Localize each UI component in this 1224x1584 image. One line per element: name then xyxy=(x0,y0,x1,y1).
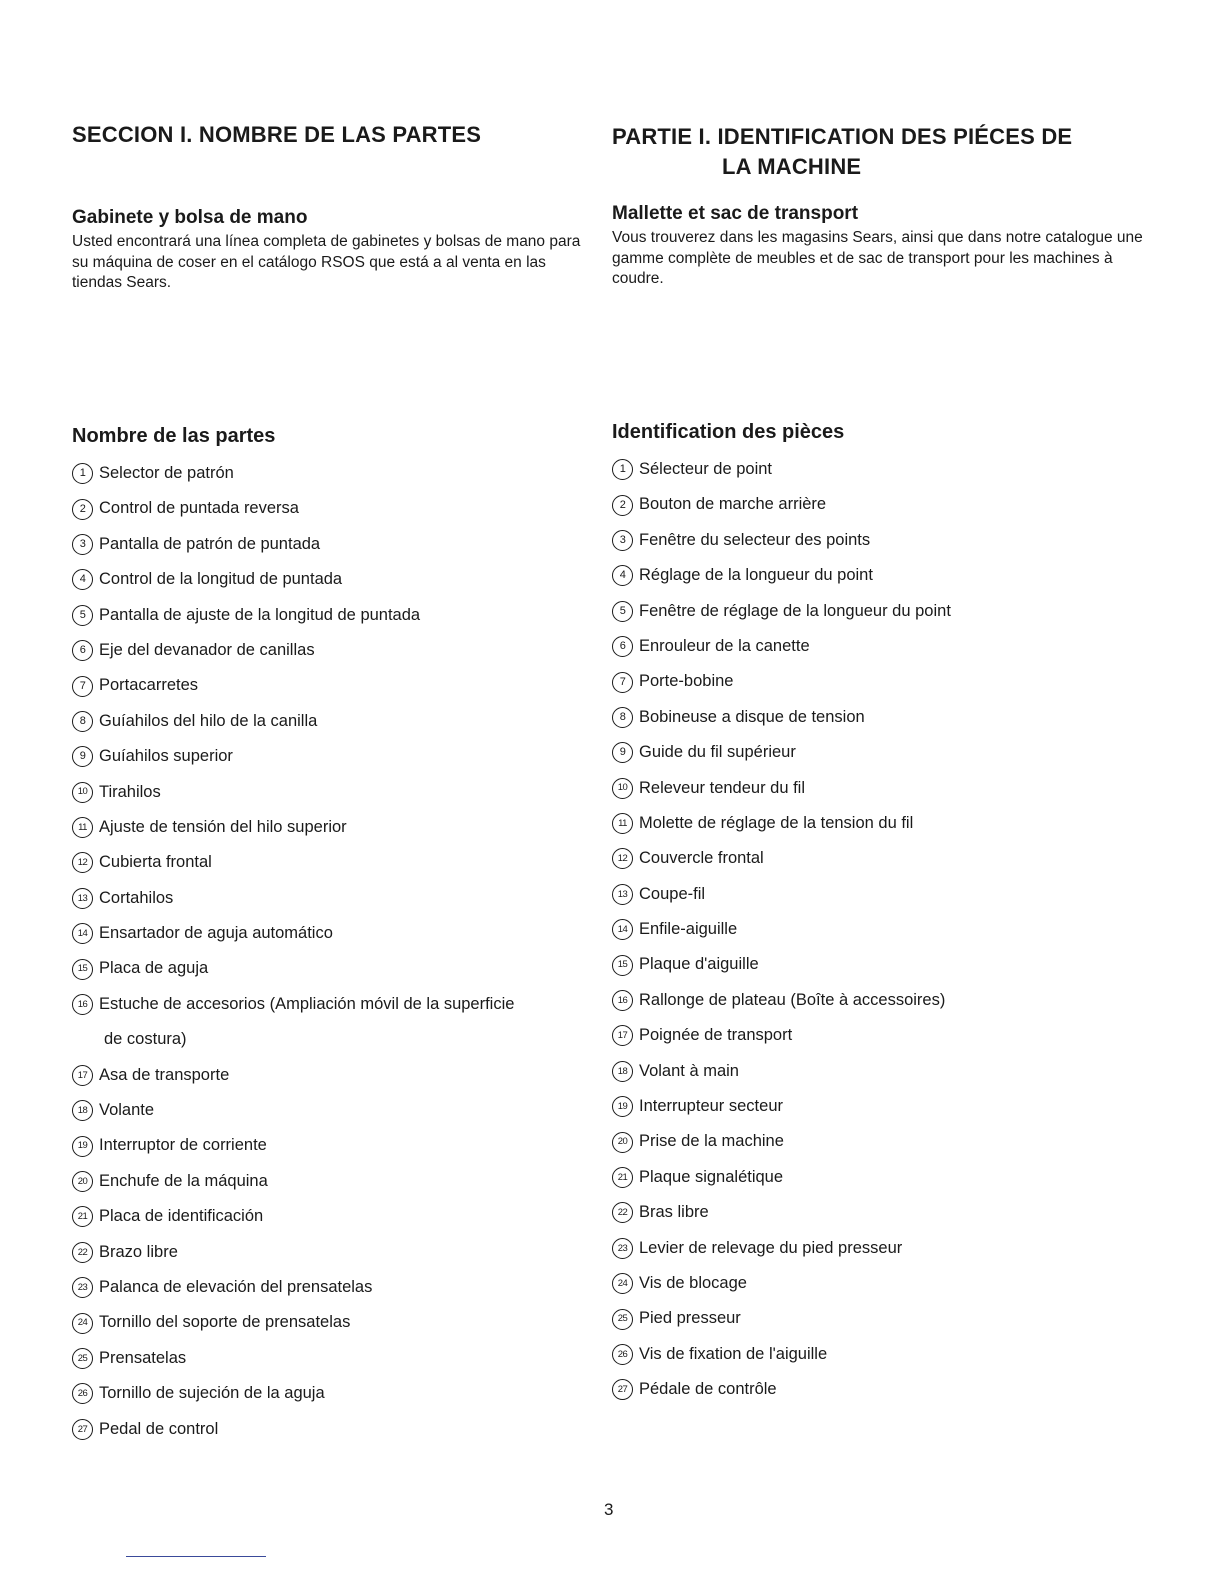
part-number-badge: 12 xyxy=(72,852,93,873)
part-number-badge: 20 xyxy=(72,1171,93,1192)
part-number-badge: 23 xyxy=(72,1277,93,1298)
part-item xyxy=(72,668,592,703)
part-number-badge: 15 xyxy=(72,959,93,980)
part-number-badge: 14 xyxy=(612,919,633,940)
part-item xyxy=(72,1305,592,1340)
part-number-badge: 5 xyxy=(612,601,633,622)
part-label: Tornillo de sujeción de la aguja xyxy=(99,1384,325,1403)
part-number-badge: 24 xyxy=(612,1273,633,1294)
part-label: Placa de aguja xyxy=(99,959,209,978)
part-label: Control de la longitud de puntada xyxy=(99,570,343,589)
part-item xyxy=(72,704,592,739)
part-label: Pied presseur xyxy=(639,1309,741,1328)
part-label: Placa de identificación xyxy=(99,1207,264,1226)
part-item xyxy=(612,629,1152,664)
part-number-badge: 4 xyxy=(612,565,633,586)
part-label: Couvercle frontal xyxy=(639,849,764,868)
part-number-badge: 27 xyxy=(612,1379,633,1400)
part-number-badge: 18 xyxy=(72,1100,93,1121)
part-number-badge: 1 xyxy=(72,463,93,484)
part-label: Asa de transporte xyxy=(99,1065,230,1084)
part-item xyxy=(72,951,592,986)
part-number-badge: 9 xyxy=(72,746,93,767)
spanish-parts-heading-text: Nombre de las partes xyxy=(72,425,276,447)
part-label: Guíahilos superior xyxy=(99,747,233,766)
part-number-badge: 7 xyxy=(72,676,93,697)
part-number-badge: 24 xyxy=(72,1313,93,1334)
part-label: Interrupteur secteur xyxy=(639,1097,783,1116)
part-label: Pantalla de patrón de puntada xyxy=(99,534,321,553)
part-label: Plaque signalétique xyxy=(639,1167,784,1186)
part-label: Volant à main xyxy=(639,1061,739,1080)
part-label: Levier de relevage du pied presseur xyxy=(639,1238,903,1257)
part-label: Fenêtre de réglage de la longueur du point xyxy=(639,601,951,620)
part-number-badge: 21 xyxy=(612,1167,633,1188)
part-item xyxy=(72,881,592,916)
part-label: Ensartador de aguja automático xyxy=(99,924,333,943)
part-number-badge: 27 xyxy=(72,1419,93,1440)
part-number-badge: 22 xyxy=(612,1202,633,1223)
part-label: Tornillo del soporte de prensatelas xyxy=(99,1313,351,1332)
french-cabinet-text: Vous trouverez dans les magasins Sears, ainsi que dans notre catalogue une gamme complète de meubles et de sac de transport pour les machines à coudre. xyxy=(612,229,1143,287)
part-label: Enchufe de la máquina xyxy=(99,1171,268,1190)
spanish-cabinet-heading: Gabinete y bolsa de mano xyxy=(72,207,308,228)
part-number-badge: 20 xyxy=(612,1132,633,1153)
part-number-badge: 15 xyxy=(612,955,633,976)
part-item xyxy=(612,452,1152,487)
part-item xyxy=(612,700,1152,735)
part-label: Molette de réglage de la tension du fil xyxy=(639,813,914,832)
part-item xyxy=(612,841,1152,876)
part-item xyxy=(72,1235,592,1270)
part-label: Pedal de control xyxy=(99,1419,219,1438)
part-item xyxy=(72,633,592,668)
part-label: Coupe-fil xyxy=(639,884,706,903)
part-item xyxy=(612,1231,1152,1266)
part-number-badge: 26 xyxy=(612,1344,633,1365)
part-number-badge: 3 xyxy=(72,534,93,555)
part-label: Plaque d'aiguille xyxy=(639,955,759,974)
part-number-badge: 22 xyxy=(72,1242,93,1263)
part-item xyxy=(612,983,1152,1018)
part-number-badge: 17 xyxy=(612,1025,633,1046)
part-item xyxy=(612,523,1152,558)
part-number-badge: 3 xyxy=(612,530,633,551)
part-number-badge: 16 xyxy=(72,994,93,1015)
part-label: Enfile-aiguille xyxy=(639,920,738,939)
part-label: Bras libre xyxy=(639,1203,709,1222)
part-label: Brazo libre xyxy=(99,1242,178,1261)
part-label: Guide du fil supérieur xyxy=(639,743,796,762)
part-label: Control de puntada reversa xyxy=(99,499,299,518)
part-label: Selector de patrón xyxy=(99,464,234,482)
part-number-badge: 4 xyxy=(72,569,93,590)
part-label: Sélecteur de point xyxy=(639,460,773,478)
part-number-badge: 10 xyxy=(612,778,633,799)
footer-divider xyxy=(126,1556,266,1557)
part-number-badge: 11 xyxy=(612,813,633,834)
part-number-badge: 16 xyxy=(612,990,633,1011)
part-label: Poignée de transport xyxy=(639,1026,793,1045)
spanish-cabinet-text: Usted encontrará una línea completa de gabinetes y bolsas de mano para su máquina de coser en el catálogo RSOS que está a al venta en las tiendas Sears. xyxy=(72,233,581,291)
part-item xyxy=(612,735,1152,770)
french-section-title xyxy=(612,122,1112,182)
part-item xyxy=(72,527,592,562)
part-number-badge: 21 xyxy=(72,1206,93,1227)
part-label: Réglage de la longueur du point xyxy=(639,566,873,585)
part-number-badge: 23 xyxy=(612,1238,633,1259)
part-item xyxy=(72,739,592,774)
page-number: 3 xyxy=(604,1500,614,1519)
part-item xyxy=(612,1301,1152,1336)
french-parts-heading: Identification des pièces xyxy=(612,421,845,443)
part-label: Eje del devanador de canillas xyxy=(99,640,315,659)
part-number-badge: 18 xyxy=(612,1061,633,1082)
part-number-badge: 25 xyxy=(612,1309,633,1330)
spanish-section-title: SECCION I. NOMBRE DE LAS PARTES xyxy=(72,122,482,147)
part-label: Enrouleur de la canette xyxy=(639,636,810,655)
part-item xyxy=(72,810,592,845)
part-item xyxy=(72,845,592,880)
part-item xyxy=(72,916,592,951)
part-label: Portacarretes xyxy=(99,676,199,695)
part-number-badge: 19 xyxy=(612,1096,633,1117)
part-item xyxy=(72,1164,592,1199)
part-label: Porte-bobine xyxy=(639,672,734,691)
part-label: Ajuste de tensión del hilo superior xyxy=(99,817,347,836)
part-item xyxy=(72,1058,592,1093)
part-number-badge: 2 xyxy=(72,499,93,520)
french-parts-list xyxy=(612,452,1152,1408)
part-item xyxy=(72,987,592,1058)
part-item xyxy=(612,1054,1152,1089)
french-cabinet-heading: Mallette et sac de transport xyxy=(612,203,859,224)
part-label: Cubierta frontal xyxy=(99,853,212,872)
part-number-badge: 5 xyxy=(72,605,93,626)
part-label: Vis de blocage xyxy=(639,1273,747,1292)
part-item xyxy=(612,558,1152,593)
part-item xyxy=(612,1124,1152,1159)
part-item xyxy=(612,487,1152,522)
part-number-badge: 26 xyxy=(72,1383,93,1404)
part-label: Tirahilos xyxy=(99,782,161,801)
part-item xyxy=(72,775,592,810)
part-item xyxy=(72,1128,592,1163)
part-item xyxy=(72,1093,592,1128)
part-number-badge: 14 xyxy=(72,923,93,944)
part-label: Interruptor de corriente xyxy=(99,1136,267,1155)
part-label: Bobineuse a disque de tension xyxy=(639,707,865,726)
spanish-parts-heading xyxy=(72,423,275,449)
part-label-continuation: de costura) xyxy=(104,1030,187,1049)
part-number-badge: 7 xyxy=(612,672,633,693)
part-item xyxy=(612,947,1152,982)
part-item xyxy=(612,664,1152,699)
part-item xyxy=(72,491,592,526)
part-item xyxy=(612,912,1152,947)
part-number-badge: 1 xyxy=(612,459,633,480)
part-number-badge: 17 xyxy=(72,1065,93,1086)
part-label: Estuche de accesorios (Ampliación móvil de la superficie xyxy=(99,994,515,1013)
part-item xyxy=(612,1018,1152,1053)
part-item xyxy=(612,1195,1152,1230)
part-item xyxy=(72,1199,592,1234)
part-number-badge: 10 xyxy=(72,782,93,803)
part-item xyxy=(72,562,592,597)
part-item xyxy=(72,1376,592,1411)
part-label: Rallonge de plateau (Boîte à accessoires) xyxy=(639,990,946,1009)
part-number-badge: 9 xyxy=(612,742,633,763)
part-label: Fenêtre du selecteur des points xyxy=(639,530,871,549)
part-label: Volante xyxy=(99,1101,155,1120)
part-number-badge: 6 xyxy=(72,640,93,661)
part-label: Prensatelas xyxy=(99,1348,187,1367)
part-number-badge: 6 xyxy=(612,636,633,657)
part-label: Palanca de elevación del prensatelas xyxy=(99,1278,373,1297)
part-item xyxy=(72,456,592,491)
part-item xyxy=(612,1372,1152,1407)
part-number-badge: 8 xyxy=(72,711,93,732)
part-number-badge: 25 xyxy=(72,1348,93,1369)
part-item xyxy=(72,1412,592,1447)
part-label: Pédale de contrôle xyxy=(639,1380,777,1399)
part-item xyxy=(72,1270,592,1305)
part-number-badge: 2 xyxy=(612,495,633,516)
part-number-badge: 12 xyxy=(612,848,633,869)
part-item xyxy=(612,771,1152,806)
part-item xyxy=(612,806,1152,841)
part-item xyxy=(612,1089,1152,1124)
part-item xyxy=(72,598,592,633)
part-number-badge: 11 xyxy=(72,817,93,838)
part-label: Vis de fixation de l'aiguille xyxy=(639,1344,828,1363)
part-label: Pantalla de ajuste de la longitud de puntada xyxy=(99,605,421,624)
part-number-badge: 19 xyxy=(72,1136,93,1157)
part-number-badge: 13 xyxy=(72,888,93,909)
part-label: Prise de la machine xyxy=(639,1132,784,1151)
part-label: Bouton de marche arrière xyxy=(639,495,827,514)
part-item xyxy=(612,594,1152,629)
part-label: Guíahilos del hilo de la canilla xyxy=(99,711,318,730)
french-section-title-line1: PARTIE I. IDENTIFICATION DES PIÉCES DE xyxy=(612,124,1073,149)
part-item xyxy=(612,1337,1152,1372)
part-item xyxy=(612,877,1152,912)
part-label: Releveur tendeur du fil xyxy=(639,778,806,797)
part-item xyxy=(72,1341,592,1376)
part-item xyxy=(612,1266,1152,1301)
part-number-badge: 8 xyxy=(612,707,633,728)
part-item xyxy=(612,1160,1152,1195)
spanish-parts-list xyxy=(72,456,592,1447)
french-section-title-line2: LA MACHINE xyxy=(722,154,862,179)
part-number-badge: 13 xyxy=(612,884,633,905)
part-label: Cortahilos xyxy=(99,888,174,907)
